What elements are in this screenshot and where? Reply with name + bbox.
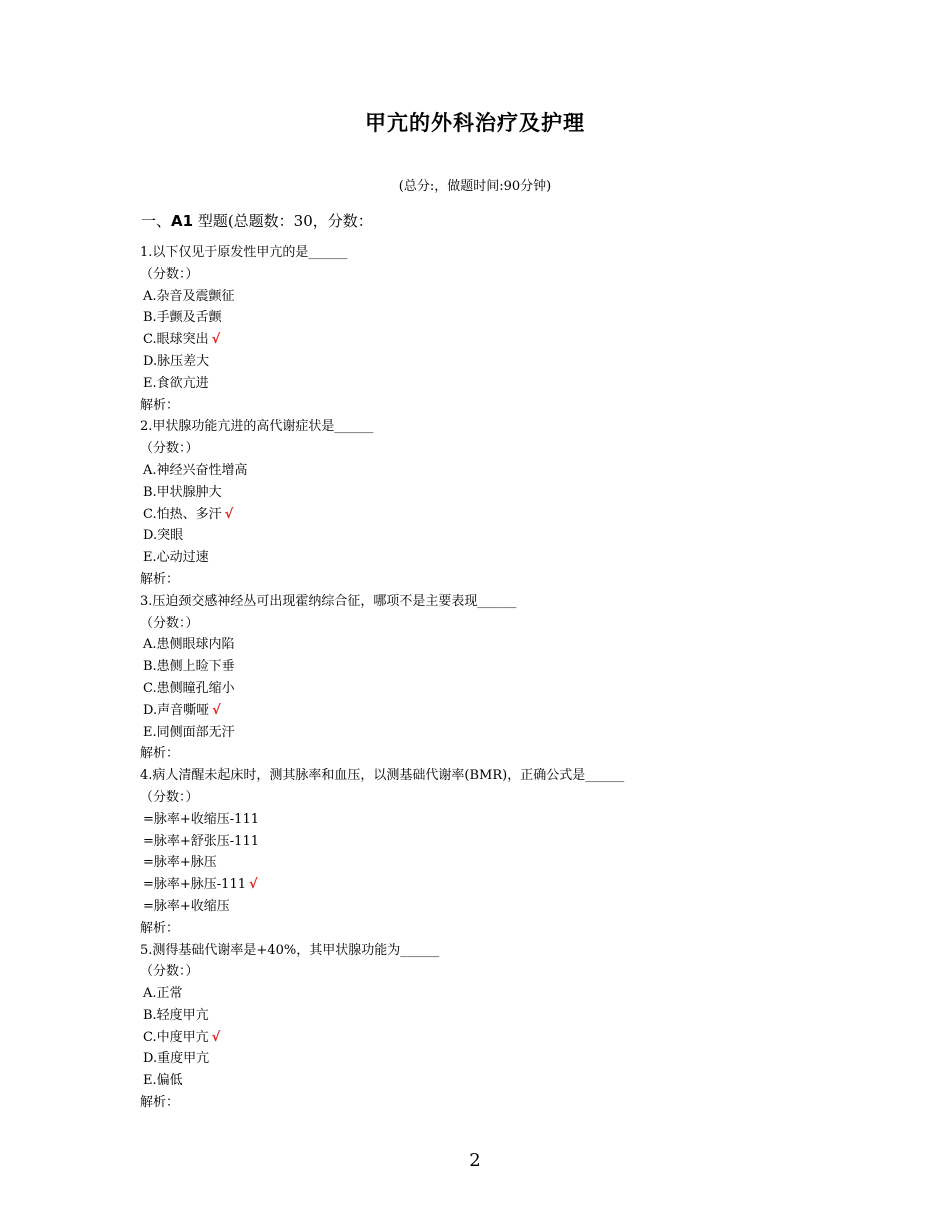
answer-option — [140, 678, 840, 700]
answer-option — [140, 525, 840, 547]
answer-option — [140, 460, 840, 482]
answer-option — [140, 1005, 840, 1027]
answer-option — [140, 983, 840, 1005]
answer-option — [140, 307, 840, 329]
correct-check-icon: √ — [211, 1029, 221, 1045]
question-score: （分数：） — [140, 615, 199, 631]
answer-option-text: E.食欲亢进 — [143, 375, 209, 391]
answer-option-text: =脉率+收缩压 — [143, 898, 230, 914]
page-title: 甲亢的外科治疗及护理 — [365, 111, 585, 135]
question-analysis: 解析： — [140, 397, 180, 413]
answer-option-text: =脉率+脉压-111 — [143, 877, 246, 893]
answer-option-text: C.患侧瞳孔缩小 — [143, 680, 235, 696]
answer-option-text: B.甲状腺肿大 — [143, 484, 222, 500]
question-block — [140, 242, 840, 416]
answer-option — [140, 809, 840, 831]
correct-check-icon: √ — [211, 332, 221, 348]
answer-option-text: A.正常 — [143, 986, 183, 1002]
answer-option — [140, 482, 840, 504]
question-score: （分数：） — [140, 964, 199, 980]
answer-option — [140, 1048, 840, 1070]
answer-option-text: C.怕热、多汗 — [143, 506, 222, 522]
answer-option-text: B.患侧上睑下垂 — [143, 659, 235, 675]
answer-option-text: A.杂音及震颤征 — [143, 288, 235, 304]
answer-option-text: E.偏低 — [143, 1073, 183, 1089]
correct-check-icon: √ — [224, 506, 234, 522]
question-block — [140, 765, 840, 939]
question-block — [140, 940, 840, 1114]
answer-option-text: B.轻度甲亢 — [143, 1007, 209, 1023]
section-header — [141, 210, 373, 231]
answer-option — [140, 831, 840, 853]
answer-option-text: A.神经兴奋性增高 — [143, 462, 248, 478]
question-stem: 5.测得基础代谢率是+40%，其甲状腺功能为______ — [140, 942, 440, 958]
question-stem: 3.压迫颈交感神经丛可出现霍纳综合征，哪项不是主要表现______ — [140, 593, 517, 609]
answer-option — [140, 852, 840, 874]
section-rest: 型题(总题数：30，分数： — [193, 212, 373, 230]
question-score: （分数：） — [140, 789, 199, 805]
correct-check-icon: √ — [249, 877, 258, 893]
answer-option — [140, 286, 840, 308]
answer-option — [140, 373, 840, 395]
question-analysis: 解析： — [140, 571, 180, 587]
exam-info: (总分:，做题时间:90分钟) — [398, 179, 552, 194]
page-number: 2 — [469, 1150, 481, 1171]
answer-option-text: D.声音嘶哑 — [143, 702, 210, 718]
answer-option-text: B.手颤及舌颤 — [143, 310, 222, 326]
answer-option-text: E.同侧面部无汗 — [143, 724, 235, 740]
section-type: A1 — [171, 212, 194, 230]
answer-option — [140, 656, 840, 678]
answer-option — [140, 1070, 840, 1092]
answer-option-text: D.突眼 — [143, 528, 184, 544]
question-block — [140, 591, 840, 765]
correct-check-icon: √ — [212, 702, 221, 718]
answer-option-text: E.心动过速 — [143, 550, 209, 566]
question-stem: 2.甲状腺功能亢进的高代谢症状是______ — [140, 419, 374, 435]
answer-option — [140, 351, 840, 373]
question-score: （分数：） — [140, 441, 199, 457]
answer-option — [140, 874, 840, 896]
answer-option-text: A.患侧眼球内陷 — [143, 637, 235, 653]
answer-option-text: C.眼球突出 — [143, 332, 209, 348]
answer-option — [140, 329, 840, 351]
answer-option-text: D.脉压差大 — [143, 353, 210, 369]
question-analysis: 解析： — [140, 1095, 180, 1111]
question-analysis: 解析： — [140, 746, 180, 762]
answer-option — [140, 896, 840, 918]
answer-option-text: =脉率+收缩压-111 — [143, 811, 259, 827]
answer-option — [140, 547, 840, 569]
question-stem: 1.以下仅见于原发性甲亢的是______ — [140, 245, 348, 260]
answer-option — [140, 634, 840, 656]
answer-option-text: =脉率+舒张压-111 — [143, 833, 259, 849]
question-list — [140, 242, 840, 1114]
answer-option-text: C.中度甲亢 — [143, 1029, 209, 1045]
answer-option — [140, 722, 840, 744]
question-score: （分数：） — [140, 266, 199, 282]
answer-option — [140, 1027, 840, 1049]
answer-option — [140, 700, 840, 722]
answer-option — [140, 504, 840, 526]
question-analysis: 解析： — [140, 920, 180, 936]
answer-option-text: D.重度甲亢 — [143, 1051, 210, 1067]
answer-option-text: =脉率+脉压 — [143, 855, 217, 871]
question-stem: 4.病人清醒未起床时，测其脉率和血压，以测基础代谢率(BMR)，正确公式是______ — [140, 768, 625, 784]
section-prefix: 一、 — [141, 212, 172, 230]
question-block — [140, 416, 840, 590]
